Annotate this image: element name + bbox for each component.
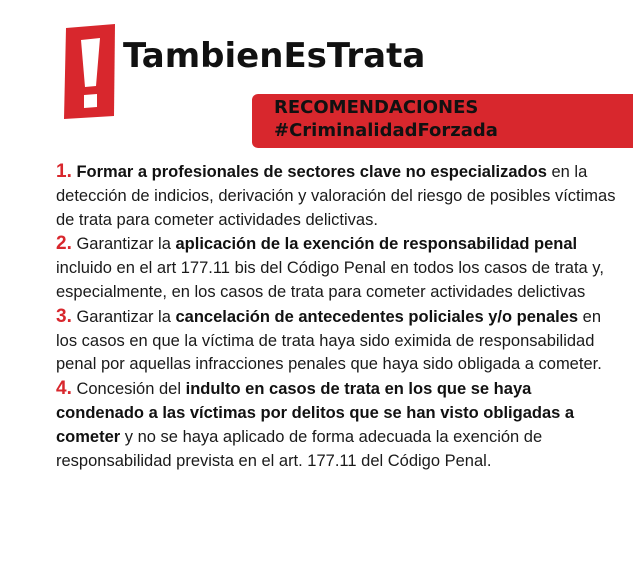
recommendation-text: Concesión del [71,380,186,399]
brand-title: TambienEsTrata [123,36,426,76]
recommendation-number: 1. [56,161,72,182]
recommendation-text: incluido en el art 177.11 bis del Código Penal en todos los casos de trata y, especialmente, en los casos de trata para cometer actividades delictivas [56,259,604,301]
recommendation-text-bold: aplicación de la exención de responsabilidad penal [175,235,578,254]
recommendation-number: 3. [56,305,72,327]
recommendation-text: Garantizar la [71,235,176,254]
banner-hashtag: #CriminalidadForzada [274,120,498,141]
banner-heading: RECOMENDACIONES [274,97,479,118]
recommendation-text: Garantizar la [71,307,176,326]
recommendation-text: en los casos en que la víctima de trata haya sido eximida de responsabilidad penal por aquellas infracciones penales que haya sido obligada a cometer. [56,307,602,374]
recommendation-text-bold: Formar a profesionales de sectores clave no especializados [71,163,547,181]
recommendation-text: en la detección de indicios, derivación y valoración del riesgo de posibles víctimas de trata para cometer actividades delictivas. [56,163,616,229]
recommendation-item [56,305,616,377]
recommendation-text: y no se haya aplicado de forma adecuada la exención de responsabilidad prevista en el art. 177.11 del Código Penal. [56,427,543,470]
recommendation-number: 2. [56,233,72,255]
recommendation-text-bold: indulto en casos de trata en los que se haya condenado a las víctimas por delitos que se han visto obligadas a cometer [56,380,575,446]
recommendation-text-bold: cancelación de antecedentes policiales y/o penales [175,307,579,326]
recommendation-number: 4. [56,378,72,400]
recommendation-item [56,160,616,232]
recommendations-list [56,160,616,473]
exclamation-mark-icon [63,24,117,120]
recommendation-item [56,232,616,304]
recommendation-item [56,377,616,473]
